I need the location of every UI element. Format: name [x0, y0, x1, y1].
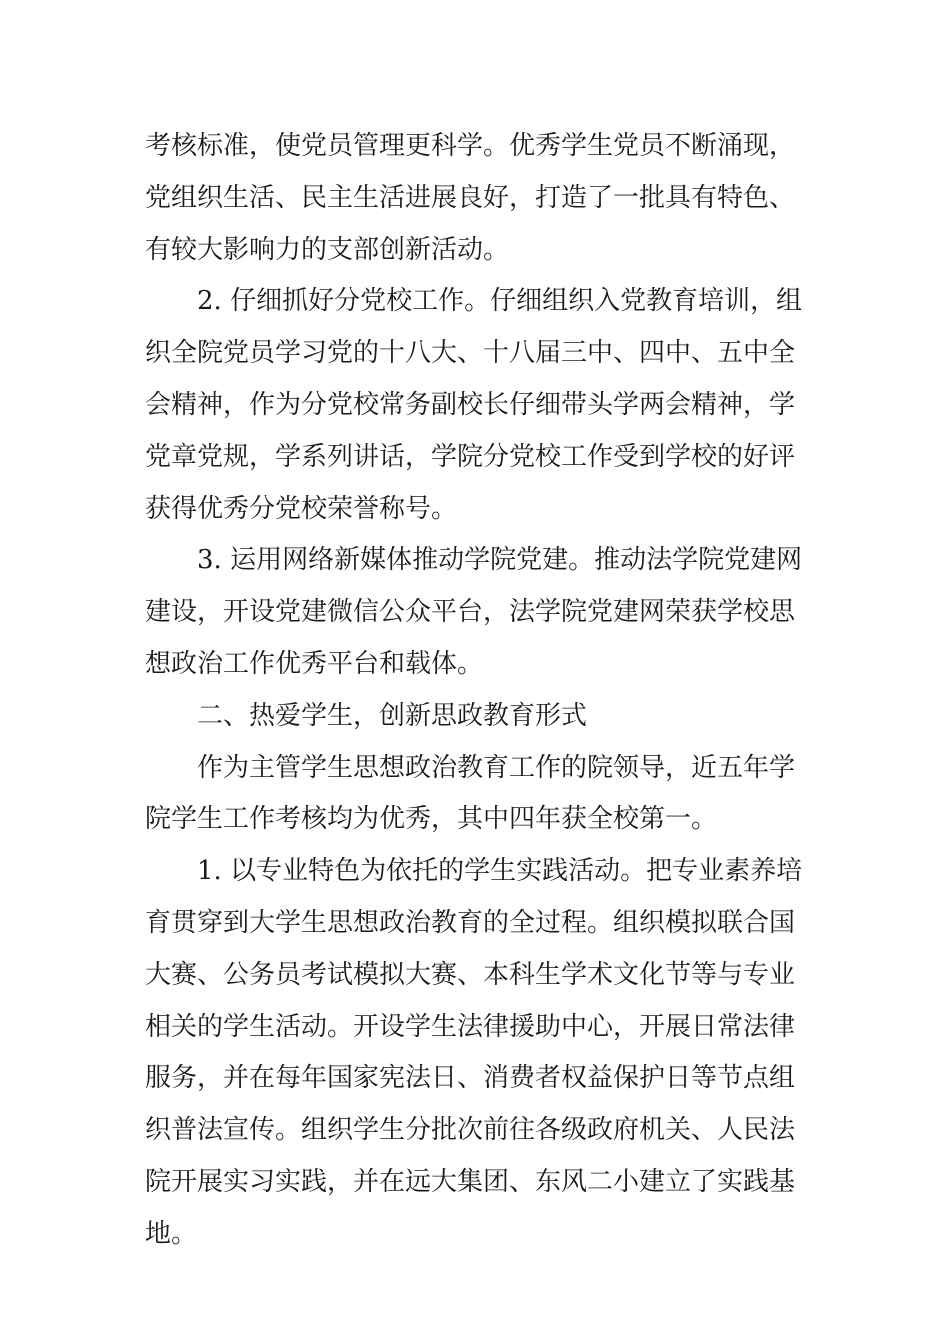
text-line: 获得优秀分党校荣誉称号。: [145, 493, 458, 524]
text-line: 考核标准，使党员管理更科学。优秀学生党员不断涌现，: [145, 131, 796, 161]
text-line: 有较大影响力的支部创新活动。: [145, 234, 510, 265]
section-heading: 二、热爱学生，创新思政教育形式: [197, 700, 588, 731]
text-line: 大赛、公务员考试模拟大赛、本科生学术文化节等与专业: [145, 959, 796, 990]
text-line: 地。: [145, 1218, 198, 1249]
text-line: 育贯穿到大学生思想政治教育的全过程。组织模拟联合国: [145, 907, 796, 938]
text-line: 织普法宣传。组织学生分批次前往各级政府机关、人民法: [145, 1115, 796, 1146]
text-line: 织全院党员学习党的十八大、十八届三中、四中、五中全: [145, 338, 796, 369]
text-line: 院学生工作考核均为优秀，其中四年获全校第一。: [145, 804, 718, 835]
text-line: 服务，并在每年国家宪法日、消费者权益保护日等节点组: [145, 1063, 796, 1094]
text-line: 1. 以专业特色为依托的学生实践活动。把专业素养培: [197, 856, 803, 887]
text-line: 院开展实习实践，并在远大集团、东风二小建立了实践基: [145, 1166, 796, 1197]
text-line: 相关的学生活动。开设学生法律援助中心，开展日常法律: [145, 1011, 796, 1042]
text-line: 党章党规，学系列讲话，学院分党校工作受到学校的好评: [145, 441, 796, 472]
text-line: 3. 运用网络新媒体推动学院党建。推动法学院党建网: [197, 545, 803, 576]
text-line: 作为主管学生思想政治教育工作的院领导，近五年学: [197, 752, 796, 783]
text-line: 想政治工作优秀平台和载体。: [145, 648, 484, 679]
text-line: 2. 仔细抓好分党校工作。仔细组织入党教育培训，组: [197, 286, 803, 317]
text-line: 会精神，作为分党校常务副校长仔细带头学两会精神，学: [145, 389, 796, 420]
document-body: [145, 121, 810, 1261]
text-line: 党组织生活、民主生活进展良好，打造了一批具有特色、: [145, 182, 796, 213]
text-line: 建设，开设党建微信公众平台，法学院党建网荣获学校思: [145, 597, 796, 628]
